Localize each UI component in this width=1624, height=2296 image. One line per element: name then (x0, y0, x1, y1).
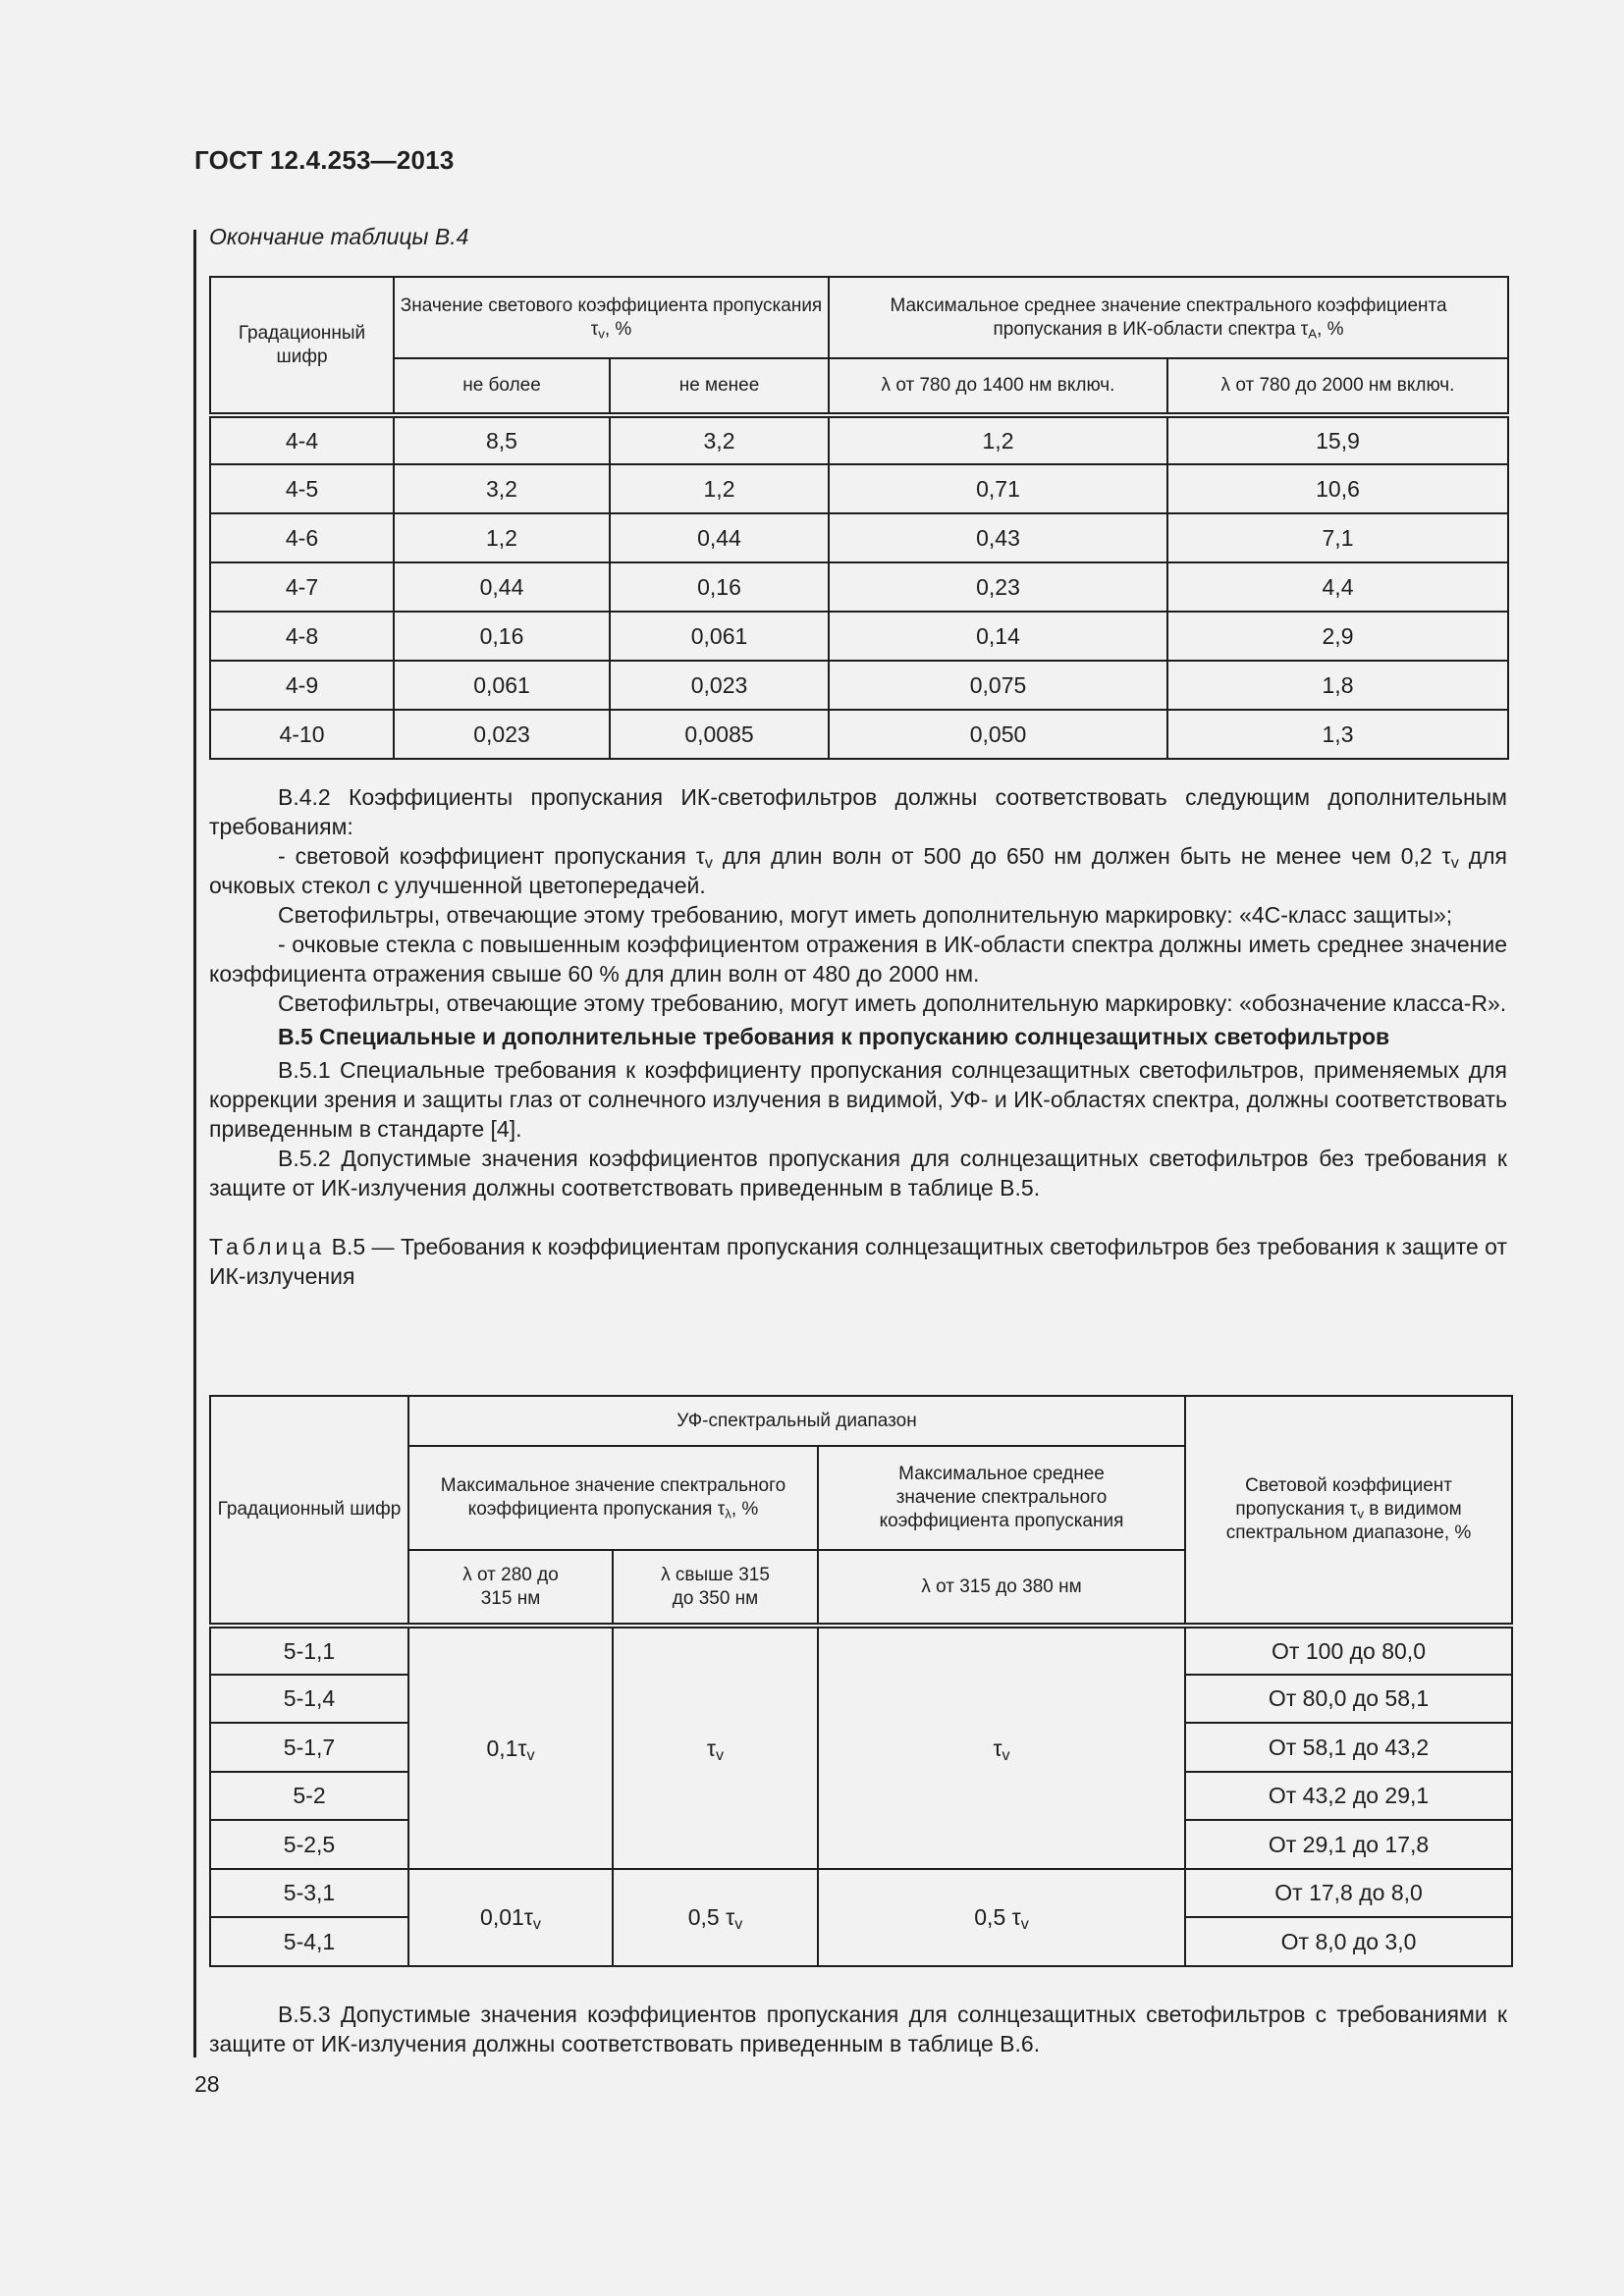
header-ir2: λ от 780 до 2000 нм включ. (1167, 358, 1508, 415)
header-range2: λ свыше 315 до 350 нм (613, 1550, 818, 1626)
cell: 5-3,1 (210, 1869, 408, 1917)
cell: От 17,8 до 8,0 (1185, 1869, 1512, 1917)
cell: 15,9 (1167, 415, 1508, 464)
cell: 4-5 (210, 464, 394, 513)
cell: 0,16 (610, 562, 829, 612)
cell-group2-range1: $0,01\tau_v$ (408, 1869, 613, 1966)
paragraph: - световой коэффициент пропускания $\tau_v$ для длин волн от 500 до 650 нм должен быть не менее чем 0,2 $\tau_v$ для очковых стекол с улучшенной цветопередачей. (209, 843, 1507, 898)
header-code: Градационный шифр (210, 277, 394, 415)
cell: 0,050 (829, 710, 1167, 759)
header-range3: λ от 315 до 380 нм (818, 1550, 1185, 1626)
paragraph: В.4.2 Коэффициенты пропускания ИК-светофильтров должны соответствовать следующим дополнительным требованиям: (209, 784, 1507, 839)
cell: 0,44 (394, 562, 610, 612)
cell: 0,0085 (610, 710, 829, 759)
document-title: ГОСТ 12.4.253—2013 (194, 145, 455, 175)
header-max-mean: Максимальное среднее значение спектрального коэффициента пропускания (818, 1446, 1185, 1550)
cell: 5-2 (210, 1772, 408, 1820)
cell: 8,5 (394, 415, 610, 464)
cell: 0,16 (394, 612, 610, 661)
cell: 2,9 (1167, 612, 1508, 661)
cell-group1-range2: $\tau_v$ (613, 1626, 818, 1869)
cell: От 58,1 до 43,2 (1185, 1723, 1512, 1772)
cell: 0,43 (829, 513, 1167, 562)
cell: 0,075 (829, 661, 1167, 710)
paragraph: В.5.2 Допустимые значения коэффициентов пропускания для солнцезащитных светофильтров без требования к защите от ИК-излучения должны соответствовать приведенным в таблице В.5. (209, 1146, 1507, 1201)
cell: 1,3 (1167, 710, 1508, 759)
cell: От 80,0 до 58,1 (1185, 1675, 1512, 1723)
header-max-spectral: Максимальное значение спектрального коэффициента пропускания $\tau_\lambda$, % (408, 1446, 818, 1550)
cell: 1,2 (394, 513, 610, 562)
header-max: не более (394, 358, 610, 415)
paragraph: В.5.3 Допустимые значения коэффициентов пропускания для солнцезащитных светофильтров с требованиями к защите от ИК-излучения должны соответствовать приведенным в таблице В.6. (209, 2002, 1507, 2056)
cell-group1-range1: $0,1\tau_v$ (408, 1626, 613, 1869)
table-b4-caption: Окончание таблицы В.4 (209, 224, 469, 249)
cell: 1,2 (610, 464, 829, 513)
cell: 4-10 (210, 710, 394, 759)
table-row (210, 1626, 1512, 1675)
table-row (210, 1869, 1512, 1917)
cell: От 100 до 80,0 (1185, 1626, 1512, 1675)
cell: От 43,2 до 29,1 (1185, 1772, 1512, 1820)
cell: 3,2 (610, 415, 829, 464)
cell: 10,6 (1167, 464, 1508, 513)
cell: 0,14 (829, 612, 1167, 661)
cell: 0,23 (829, 562, 1167, 612)
table-row (210, 710, 1508, 759)
cell: 0,023 (394, 710, 610, 759)
cell: 3,2 (394, 464, 610, 513)
header-ir-group: Максимальное среднее значение спектрального коэффициента пропускания в ИК-области спектра $\tau_A$, % (829, 277, 1508, 358)
header-code: Градационный шифр (210, 1396, 408, 1626)
cell: 0,71 (829, 464, 1167, 513)
paragraph: Светофильтры, отвечающие этому требованию, могут иметь дополнительную маркировку: «4С-класс защиты»; (278, 902, 1453, 928)
cell: 5-1,1 (210, 1626, 408, 1675)
header-min: не менее (610, 358, 829, 415)
table-b5-caption: Таблица В.5 — Требования к коэффициентам пропускания солнцезащитных светофильтров без требования к защите от ИК-излучения (209, 1234, 1507, 1289)
header-visible: Световой коэффициент пропускания $\tau_v$ в видимом спектральном диапазоне, % (1185, 1396, 1512, 1626)
cell: 4-6 (210, 513, 394, 562)
cell: От 29,1 до 17,8 (1185, 1820, 1512, 1869)
cell: 0,023 (610, 661, 829, 710)
header-range1: λ от 280 до 315 нм (408, 1550, 613, 1626)
header-visible-group: Значение светового коэффициента пропускания $\tau_v$, % (394, 277, 829, 358)
cell: 0,061 (610, 612, 829, 661)
table-row (210, 415, 1508, 464)
page-number: 28 (194, 2071, 220, 2097)
section-b53-text (209, 2000, 1507, 2058)
section-heading-b5: В.5 Специальные и дополнительные требования к пропусканию солнцезащитных светофильтров (278, 1024, 1390, 1049)
cell: 4-7 (210, 562, 394, 612)
cell: 5-1,7 (210, 1723, 408, 1772)
cell-group2-range2: 0,5 $\tau_v$ (613, 1869, 818, 1966)
table-row (210, 661, 1508, 710)
cell: 7,1 (1167, 513, 1508, 562)
table-row (210, 562, 1508, 612)
table-row (210, 513, 1508, 562)
header-ir1: λ от 780 до 1400 нм включ. (829, 358, 1167, 415)
table-row (210, 464, 1508, 513)
section-b42-text (209, 782, 1507, 1291)
table-b4 (209, 276, 1509, 760)
cell-group2-range3: 0,5 $\tau_v$ (818, 1869, 1185, 1966)
cell: 5-2,5 (210, 1820, 408, 1869)
cell: 0,44 (610, 513, 829, 562)
cell: 4,4 (1167, 562, 1508, 612)
paragraph: В.5.1 Специальные требования к коэффициенту пропускания солнцезащитных светофильтров, применяемых для коррекции зрения и защиты глаз от солнечного излучения в видимой, УФ- и ИК-областях спектра, должны соответствовать приведенным в стандарте [4]. (209, 1057, 1507, 1142)
cell: 4-4 (210, 415, 394, 464)
header-uv-group: УФ-спектральный диапазон (408, 1396, 1185, 1446)
cell: 1,8 (1167, 661, 1508, 710)
table-b5 (209, 1395, 1513, 1967)
cell: 4-9 (210, 661, 394, 710)
change-bar (193, 230, 196, 2057)
cell: 5-1,4 (210, 1675, 408, 1723)
table-row (210, 612, 1508, 661)
cell: От 8,0 до 3,0 (1185, 1917, 1512, 1966)
cell-group1-range3: $\tau_v$ (818, 1626, 1185, 1869)
paragraph: Светофильтры, отвечающие этому требованию, могут иметь дополнительную маркировку: «обозначение класса-R». (278, 990, 1507, 1016)
paragraph: - очковые стекла с повышенным коэффициентом отражения в ИК-области спектра должны иметь среднее значение коэффициента отражения свыше 60 % для длин волн от 480 до 2000 нм. (209, 932, 1507, 987)
cell: 4-8 (210, 612, 394, 661)
cell: 0,061 (394, 661, 610, 710)
cell: 5-4,1 (210, 1917, 408, 1966)
cell: 1,2 (829, 415, 1167, 464)
